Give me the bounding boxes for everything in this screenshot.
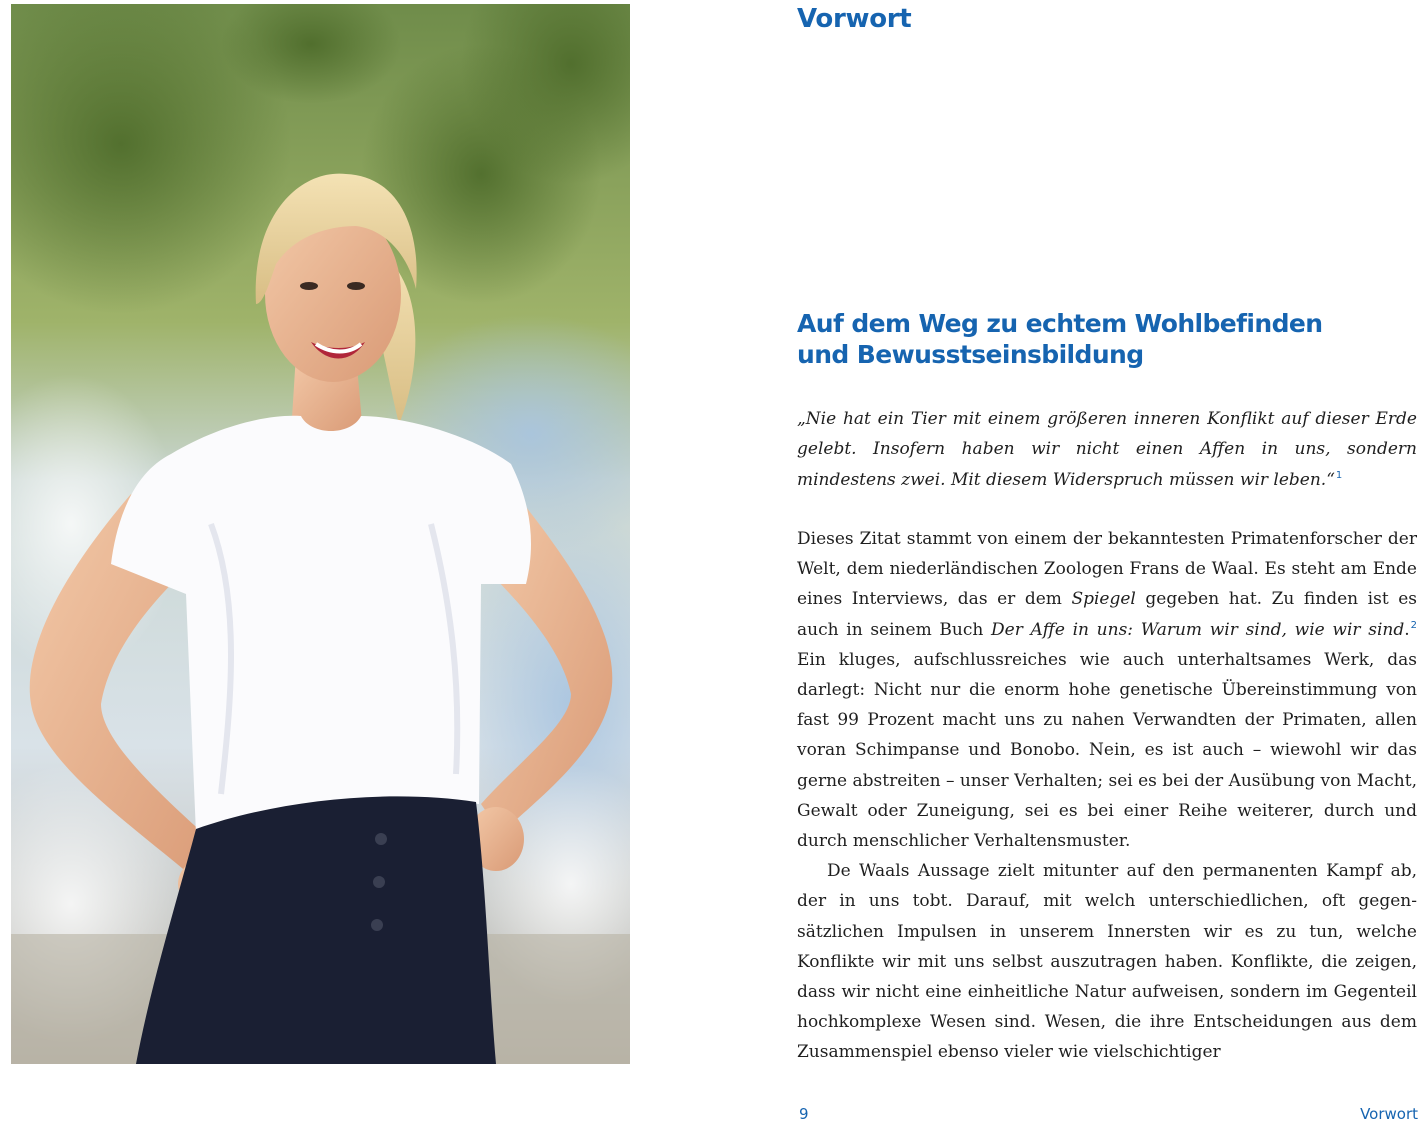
paragraph-1-text-b: gegeben hat. Zu finden ist es auch in seinem Buch [797,589,1417,640]
magazine-title: Spiegel [1071,589,1136,610]
paragraph-1-text-a: Dieses Zitat stammt von einem der bekanntesten Primatenforscher der Welt, dem niederländischen Zoologen Frans de Waal. Es steht am Ende eines Interviews, das er dem [797,529,1417,610]
book-title: Der Affe in uns: Warum wir sind, wie wir sind [991,619,1405,640]
epigraph-text: „Nie hat ein Tier mit einem größeren inneren Konflikt auf dieser Erde gelebt. Insofern haben wir nicht einen Affen in uns, sondern mindestens zwei. Mit diesem Widerspruch müssen wir leben.“ [797,409,1417,490]
body-text [797,524,1417,1068]
page-number: 9 [799,1105,809,1123]
paragraph-1-text-d: Ein kluges, aufschlussreiches wie auch unterhaltsames Werk, das darlegt: Nicht nur die enorm hohe genetische Übereinstimmung von fast 99 Prozent macht uns zu nahen Verwandten der Primaten, allen voran Schimpanse und Bonobo. Nein, es ist auch – wiewohl wir das gerne abstreiten – unser Verhalten; sei es bei der Ausübung von Macht, Gewalt oder Zuneigung, sei es bei einer Reihe weiterer, durch und durch menschlicher Verhaltensmuster. [797,649,1417,852]
paragraph-2: De Waals Aussage zielt mitunter auf den permanenten Kampf ab, der in uns tobt. Darauf, mit welch unterschiedlichen, oft gegensätzlichen Impulsen in unserem Innersten wir es zu tun, welche Konflikte wir mit uns selbst auszutragen haben. Konflikte, die zeigen, dass wir nicht eine einheitliche Natur aufweisen, sondern im Gegenteil hochkomplexe Wesen sind. Wesen, die ihre Entscheidungen aus dem Zusammenspiel ebenso vieler wie vielschichtiger [797,861,1417,1063]
running-footer-title: Vorwort [1360,1105,1418,1123]
chapter-title [797,308,1397,370]
paragraph-1 [797,524,1417,856]
footnote-ref-1[interactable]: 1 [1335,469,1343,481]
chapter-title-line2: und Bewusstseinsbildung [797,340,1144,369]
epigraph-quote [797,404,1417,495]
paragraph-1-text-c: . [1404,619,1410,640]
chapter-title-line1: Auf dem Weg zu echtem Wohlbefinden [797,309,1323,338]
section-title: Vorwort [797,4,912,34]
portrait-illustration [11,4,630,1064]
footnote-ref-2[interactable]: 2 [1410,619,1417,631]
portrait-photo [11,4,630,1064]
